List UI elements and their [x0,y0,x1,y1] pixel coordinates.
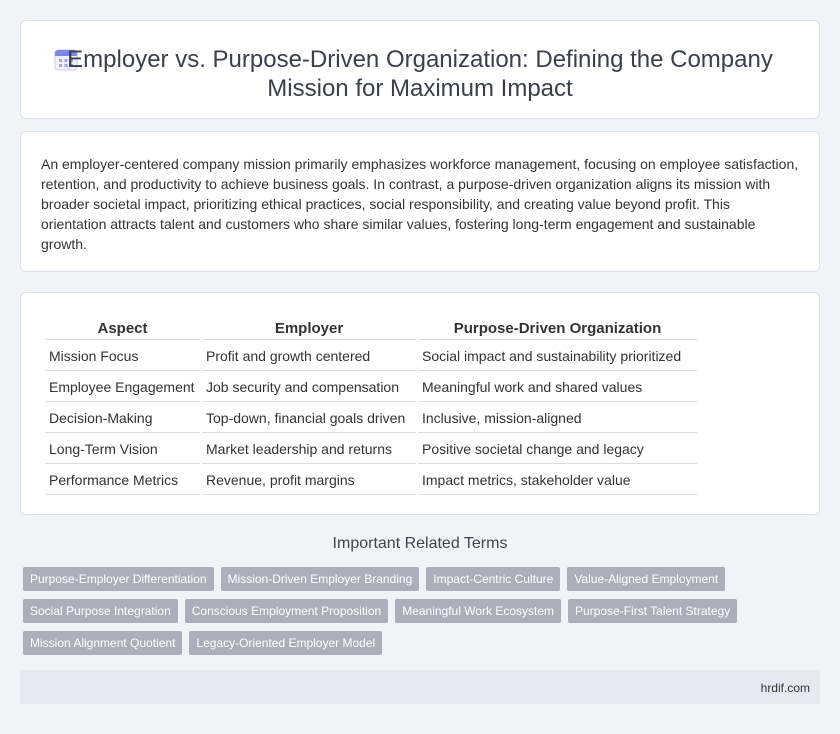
related-term-tag[interactable]: Mission-Driven Employer Branding [221,567,420,591]
table-cell: Social impact and sustainability prioritized [418,342,697,371]
related-term-tag[interactable]: Legacy-Oriented Employer Model [189,631,382,655]
header-employer: Employer [202,317,416,340]
table-cell: Revenue, profit margins [202,466,416,495]
related-term-tag[interactable]: Social Purpose Integration [23,599,178,623]
related-term-tag[interactable]: Meaningful Work Ecosystem [395,599,561,623]
table-cell: Profit and growth centered [202,342,416,371]
table-cell: Positive societal change and legacy [418,435,697,464]
title-card [20,20,820,119]
table-cell: Meaningful work and shared values [418,373,697,402]
related-term-tag[interactable]: Mission Alignment Quotient [23,631,182,655]
related-terms-list [23,567,823,663]
comparison-table [43,315,699,497]
header-aspect: Aspect [45,317,200,340]
related-term-tag[interactable]: Conscious Employment Proposition [185,599,388,623]
table-cell: Long-Term Vision [45,435,200,464]
intro-paragraph: An employer-centered company mission primarily emphasizes workforce management, focusing on employee satisfaction, retention, and productivity to achieve business goals. In contrast, a purpose-driven organization aligns its mission with broader societal impact, prioritizing ethical practices, social responsibility, and creating value beyond profit. This orientation attracts talent and customers who share similar values, fostering long-term engagement and sustainable growth. [41,156,799,252]
table-cell: Employee Engagement [45,373,200,402]
table-row [45,373,697,402]
table-cell: Top-down, financial goals driven [202,404,416,433]
table-cell: Decision-Making [45,404,200,433]
table-cell: Inclusive, mission-aligned [418,404,697,433]
related-term-tag[interactable]: Purpose-Employer Differentiation [23,567,214,591]
page-title: Employer vs. Purpose-Driven Organization: Defining the Company Mission for Maximum Impact [67,46,773,102]
table-cell: Mission Focus [45,342,200,371]
table-cell: Job security and compensation [202,373,416,402]
footer-site-link[interactable]: hrdif.com [760,681,810,695]
related-term-tag[interactable]: Value-Aligned Employment [567,567,725,591]
footer [20,670,820,704]
table-row [45,342,697,371]
related-term-tag[interactable]: Impact-Centric Culture [426,567,560,591]
table-cell: Performance Metrics [45,466,200,495]
table-row [45,404,697,433]
related-term-tag[interactable]: Purpose-First Talent Strategy [568,599,737,623]
table-cell: Impact metrics, stakeholder value [418,466,697,495]
table-header-row [45,317,697,340]
header-purpose-driven: Purpose-Driven Organization [418,317,697,340]
table-row [45,466,697,495]
comparison-card [20,292,820,515]
intro-card [20,131,820,272]
table-row [45,435,697,464]
table-cell: Market leadership and returns [202,435,416,464]
related-terms-heading: Important Related Terms [332,535,508,552]
